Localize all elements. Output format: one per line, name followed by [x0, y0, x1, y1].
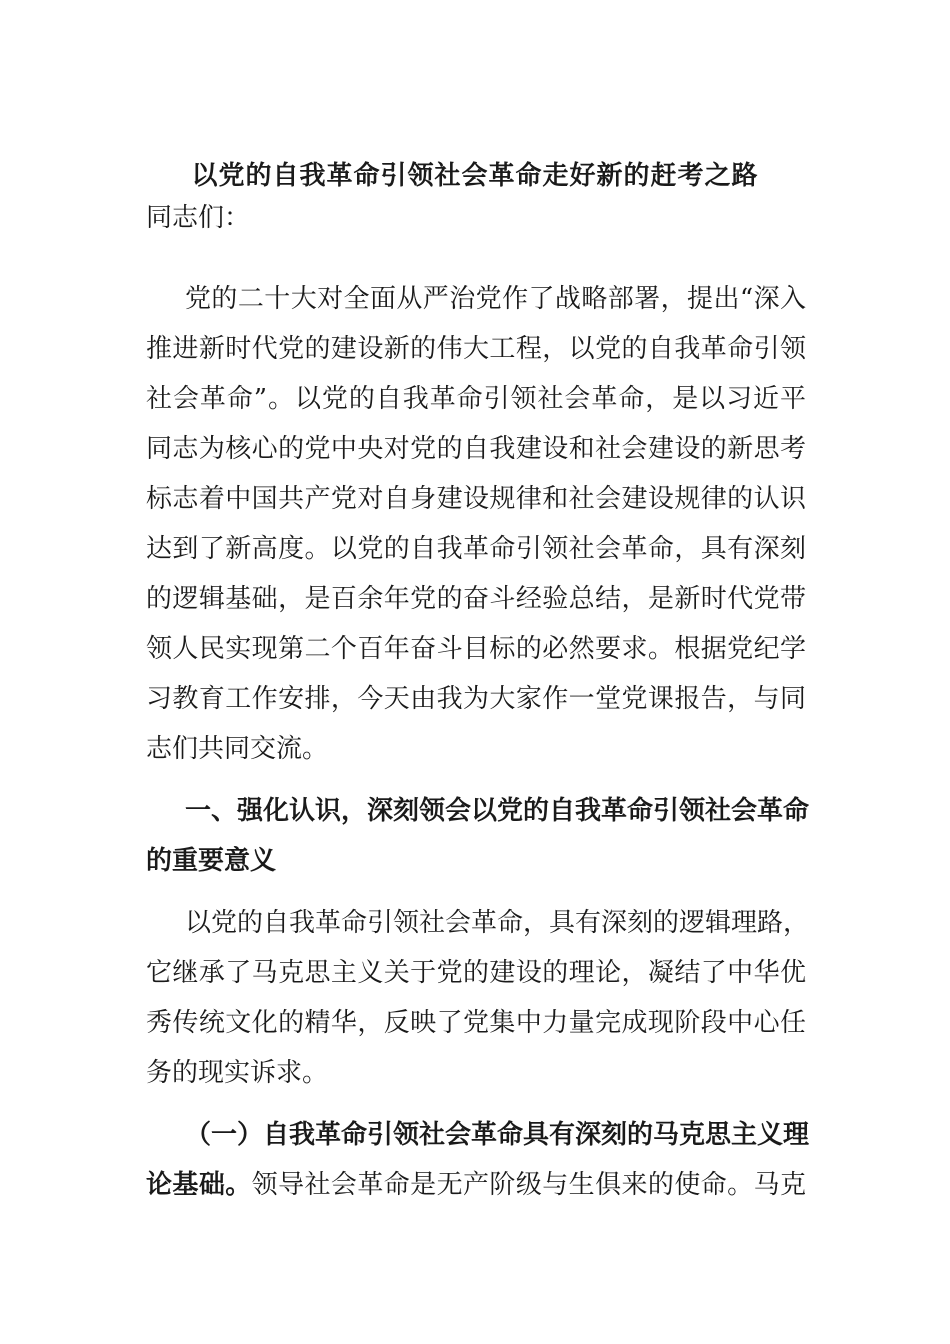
paragraph-2-line: 以党的自我革命引领社会革命，具有深刻的逻辑理路，	[185, 908, 810, 938]
paragraph-1-line: 达到了新高度。以党的自我革命引领社会革命，具有深刻	[146, 534, 806, 564]
paragraph-1-line: 同志为核心的党中央对党的自我建设和社会建设的新思考	[146, 434, 806, 464]
paragraph-1-line: 党的二十大对全面从严治党作了战略部署，提出“深入	[185, 284, 806, 314]
paragraph-1-line: 推进新时代党的建设新的伟大工程，以党的自我革命引领	[146, 334, 806, 364]
paragraph-1-line: 标志着中国共产党对自身建设规律和社会建设规律的认识	[146, 484, 806, 514]
subheading-body-text: 领导社会革命是无产阶级与生俱来的使命。马克	[251, 1170, 806, 1200]
paragraph-1-line: 习教育工作安排，今天由我为大家作一堂党课报告，与同	[146, 684, 806, 714]
paragraph-1-line: 社会革命”。以党的自我革命引领社会革命，是以习近平	[146, 384, 806, 414]
paragraph-2-line: 秀传统文化的精华，反映了党集中力量完成现阶段中心任	[146, 1008, 806, 1038]
paragraph-1-line: 领人民实现第二个百年奋斗目标的必然要求。根据党纪学	[146, 634, 806, 664]
subheading-line: （一）自我革命引领社会革命具有深刻的马克思主义理	[185, 1120, 810, 1150]
subheading-continuation-line	[146, 1163, 806, 1207]
paragraph-1-line: 的逻辑基础，是百余年党的奋斗经验总结，是新时代党带	[146, 584, 806, 614]
section-heading-line: 的重要意义	[146, 846, 277, 876]
section-heading-line: 一、强化认识，深刻领会以党的自我革命引领社会革命	[185, 796, 810, 826]
paragraph-2-line: 它继承了马克思主义关于党的建设的理论，凝结了中华优	[146, 958, 806, 988]
salutation: 同志们：	[146, 203, 251, 233]
subheading-bold-end: 论基础。	[146, 1170, 252, 1200]
paragraph-2-line: 务的现实诉求。	[146, 1058, 329, 1088]
document-title: 以党的自我革命引领社会革命走好新的赶考之路	[191, 161, 759, 191]
paragraph-1-line: 志们共同交流。	[146, 734, 329, 764]
